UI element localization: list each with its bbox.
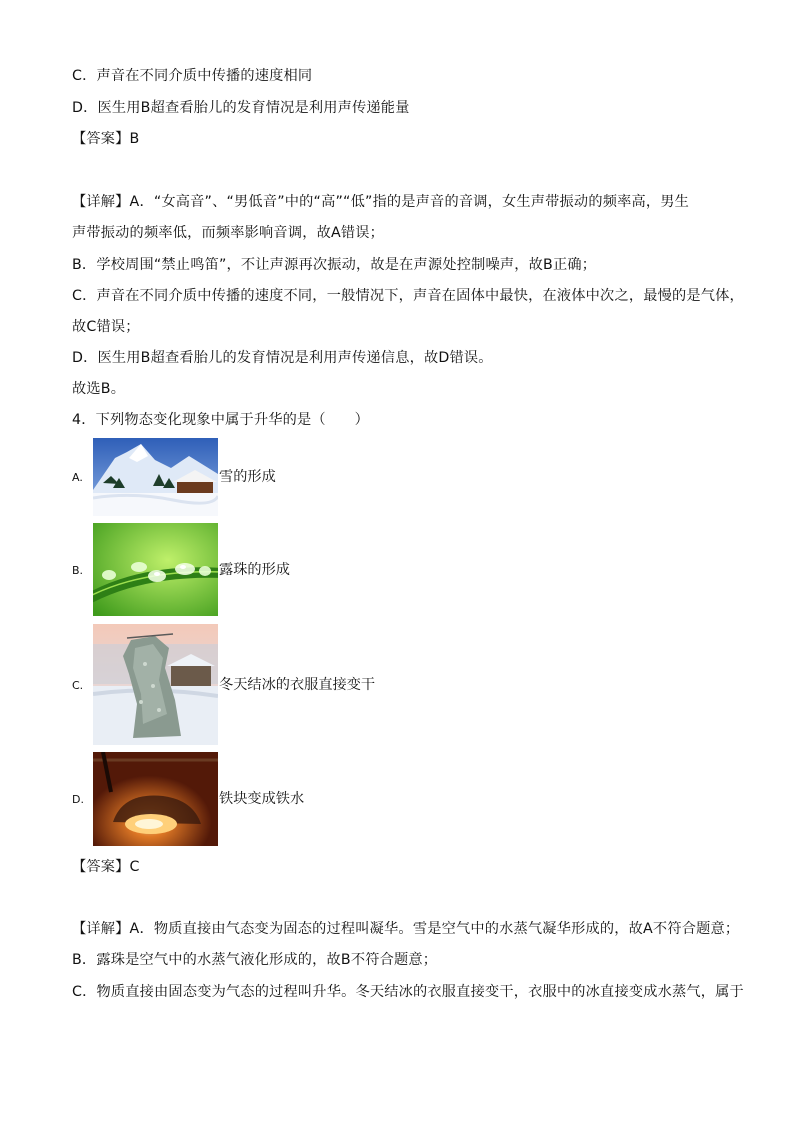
frozen-clothes-photo bbox=[93, 624, 218, 745]
option-d-text: 铁块变成铁水 bbox=[219, 791, 305, 807]
question-stem: 4．下列物态变化现象中属于升华的是（ ） bbox=[72, 412, 369, 428]
detail-line: 声带振动的频率低，而频率影响音调，故A错误； bbox=[72, 225, 385, 241]
detail-line: C．物质直接由固态变为气态的过程叫升华。冬天结冰的衣服直接变干，衣服中的冰直接变成水蒸气，属于 bbox=[72, 984, 744, 1000]
detail-line: B．露珠是空气中的水蒸气液化形成的，故B不符合题意； bbox=[72, 952, 438, 968]
option-c-letter: C. bbox=[72, 679, 84, 692]
answer-label: 【答案】B bbox=[72, 131, 140, 147]
detail-line: 故选B。 bbox=[72, 381, 126, 397]
option-b-letter: B. bbox=[72, 564, 84, 577]
dew-drops-photo bbox=[93, 523, 218, 616]
option-b-text: 露珠的形成 bbox=[219, 562, 290, 578]
option-a-letter: A. bbox=[72, 471, 83, 484]
snow-photo bbox=[93, 438, 218, 516]
option-c: C．声音在不同介质中传播的速度相同 bbox=[72, 68, 313, 84]
detail-line: 故C错误； bbox=[72, 319, 140, 335]
molten-iron-photo bbox=[93, 752, 218, 846]
detail-line: B．学校周围“禁止鸣笛”，不让声源再次振动，故是在声源处控制噪声，故B正确； bbox=[72, 257, 597, 273]
option-c-text: 冬天结冰的衣服直接变干 bbox=[219, 677, 376, 693]
detail-line: D．医生用B超查看胎儿的发育情况是利用声传递信息，故D错误。 bbox=[72, 350, 493, 366]
detail-line: C．声音在不同介质中传播的速度不同，一般情况下，声音在固体中最快，在液体中次之，最慢的是气体， bbox=[72, 288, 744, 304]
detail-line: 【详解】A．“女高音”、“男低音”中的“高”“低”指的是声音的音调，女生声带振动的频率高，男生 bbox=[72, 194, 690, 210]
detail-line: 【详解】A．物质直接由气态变为固态的过程叫凝华。雪是空气中的水蒸气凝华形成的，故A不符合题意； bbox=[72, 921, 740, 937]
option-d: D．医生用B超查看胎儿的发育情况是利用声传递能量 bbox=[72, 100, 410, 116]
option-a-text: 雪的形成 bbox=[219, 469, 276, 485]
option-d-letter: D. bbox=[72, 793, 84, 806]
answer-label: 【答案】C bbox=[72, 859, 140, 875]
